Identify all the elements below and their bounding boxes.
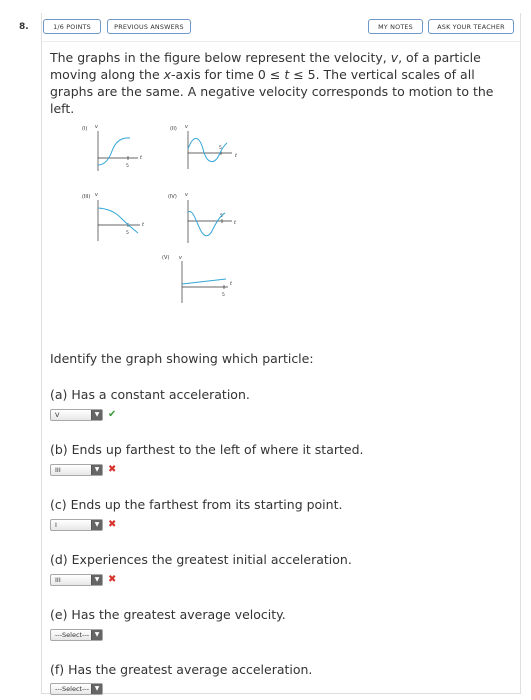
velocity-curve <box>98 208 138 233</box>
part-c-text: (c) Ends up the farthest from its starting point. <box>50 497 343 512</box>
tick-label: 5 <box>126 164 129 169</box>
part-d-text: (d) Experiences the greatest initial acceleration. <box>50 552 352 567</box>
graph-ii <box>170 124 238 169</box>
graph-iii <box>82 192 145 241</box>
cross-icon: ✖ <box>108 519 117 530</box>
question-number: 8. <box>19 22 29 32</box>
v-axis-label: v <box>95 192 98 198</box>
chevron-down-icon: ▼ <box>91 520 102 530</box>
v-axis-label: v <box>185 124 188 130</box>
ask-teacher-button[interactable]: ASK YOUR TEACHER <box>428 19 514 34</box>
part-e-text: (e) Has the greatest average velocity. <box>50 607 286 622</box>
v-axis-label: v <box>95 124 98 130</box>
chevron-down-icon: ▼ <box>91 410 102 420</box>
velocity-graphs-figure <box>82 121 302 316</box>
graph-v <box>162 255 233 303</box>
previous-answers-button[interactable]: PREVIOUS ANSWERS <box>107 19 191 34</box>
chevron-down-icon: ▼ <box>91 630 102 640</box>
identify-prompt: Identify the graph showing which particle: <box>50 351 314 366</box>
cross-icon: ✖ <box>108 464 117 475</box>
t-axis-label: t <box>142 222 144 228</box>
part-e-select[interactable]: ---Select--- ▼ <box>50 629 103 641</box>
part-b-text: (b) Ends up farthest to the left of where it started. <box>50 442 364 457</box>
question-card <box>41 13 521 694</box>
graph-label: (V) <box>162 255 170 261</box>
tick-label: 5 <box>219 146 222 151</box>
tick-label: 5 <box>126 231 129 236</box>
chevron-down-icon: ▼ <box>91 465 102 475</box>
chevron-down-icon: ▼ <box>91 684 102 694</box>
part-f-select[interactable]: ---Select--- ▼ <box>50 683 103 695</box>
t-axis-label: t <box>230 281 232 287</box>
tick-label: 5 <box>220 214 223 219</box>
part-a-select[interactable]: V ▼ <box>50 409 103 421</box>
graph-label: (III) <box>82 194 91 200</box>
points-button[interactable]: 1/6 POINTS <box>43 19 101 34</box>
part-c-select[interactable]: I ▼ <box>50 519 103 531</box>
cross-icon: ✖ <box>108 574 117 585</box>
v-axis-label: v <box>179 255 182 261</box>
graph-label: (II) <box>170 126 177 132</box>
velocity-curve <box>188 139 227 162</box>
v-axis-label: v <box>185 192 188 198</box>
check-icon: ✔ <box>108 409 117 420</box>
part-b-select[interactable]: III ▼ <box>50 464 103 476</box>
part-f-text: (f) Has the greatest average acceleration. <box>50 662 313 677</box>
t-axis-label: t <box>140 155 142 161</box>
t-axis-label: t <box>235 153 237 159</box>
velocity-curve <box>182 279 226 284</box>
question-header <box>42 13 520 42</box>
graph-i <box>82 124 143 171</box>
question-text: The graphs in the figure below represent the velocity, v, of a particle moving along the x-axis for time 0 ≤ t ≤ 5. The vertical scales of all graphs are the same. A negative velocity corresponds to motion to the left. <box>50 50 494 116</box>
graph-iv <box>168 192 237 243</box>
part-d-select[interactable]: III ▼ <box>50 574 103 586</box>
part-a-text: (a) Has a constant acceleration. <box>50 387 250 402</box>
graph-label: (IV) <box>168 194 177 200</box>
tick-label: 5 <box>222 293 225 298</box>
velocity-curve <box>98 138 130 165</box>
my-notes-button[interactable]: MY NOTES <box>368 19 423 34</box>
graph-label: (I) <box>82 126 88 132</box>
chevron-down-icon: ▼ <box>91 575 102 585</box>
t-axis-label: t <box>234 220 236 226</box>
